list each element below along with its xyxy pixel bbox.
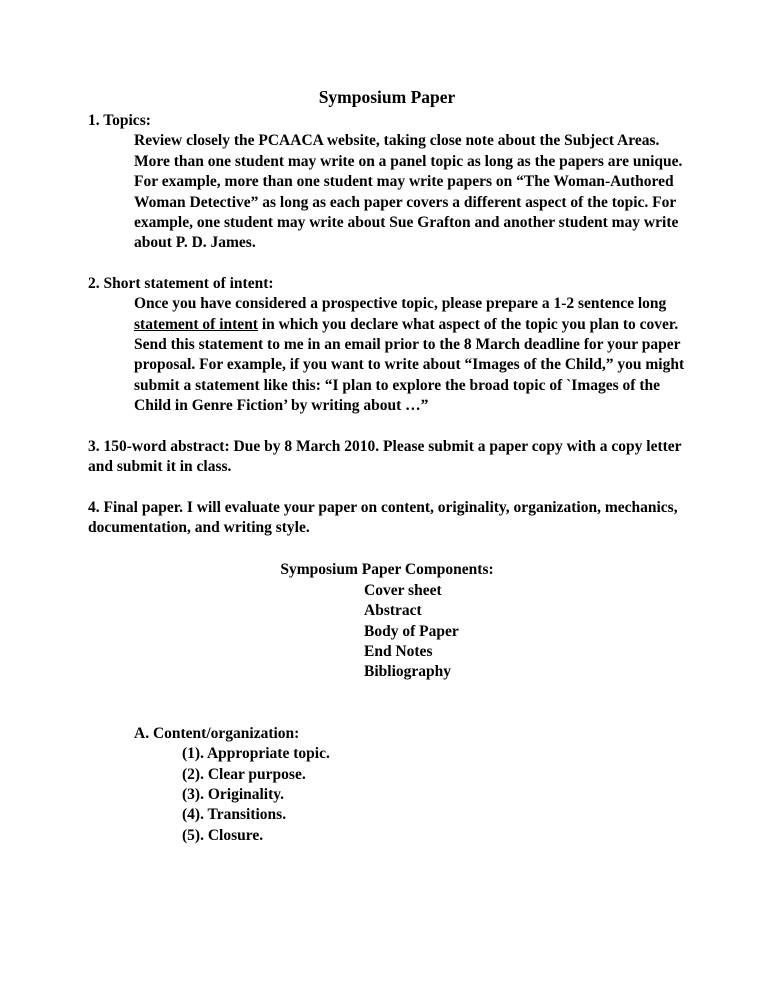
components-heading: Symposium Paper Components: (280, 561, 494, 579)
section1-paragraph-2: More than one student may write on a panel topic as long as the papers are unique. For example, more than one student may write papers on “The Woman-Authored Woman Detective” as long as each paper covers a different aspect of the topic. For example, one student may write about Sue Grafton and another student may write about P. D. James. (134, 152, 683, 252)
content-organization-list (182, 744, 686, 846)
org-item-closure: (5). Closure. (182, 826, 264, 844)
components-list (364, 581, 686, 683)
document-title: Symposium Paper (318, 87, 456, 107)
content-organization-section (134, 724, 686, 846)
component-item-body-of-paper: Body of Paper (364, 622, 459, 640)
component-item-end-notes: End Notes (364, 642, 433, 660)
component-item-bibliography: Bibliography (364, 663, 451, 681)
content-organization-heading: A. Content/organization: (134, 724, 300, 742)
org-item-appropriate-topic: (1). Appropriate topic. (182, 745, 330, 763)
section2-paragraph (134, 294, 686, 416)
section3-paragraph: 3. 150-word abstract: Due by 8 March 2010. Please submit a paper copy with a copy letter and submit it in class. (88, 437, 682, 476)
section1-paragraph-1: Review closely the PCAACA website, taking close note about the Subject Areas. (134, 132, 660, 150)
section2-heading: 2. Short statement of intent: (88, 274, 274, 292)
component-item-abstract: Abstract (364, 602, 422, 620)
section2-text-before: Once you have considered a prospective topic, please prepare a 1-2 sentence long (134, 295, 667, 313)
org-item-transitions: (4). Transitions. (182, 806, 287, 824)
section1-body (134, 131, 686, 253)
component-item-cover-sheet: Cover sheet (364, 581, 442, 599)
section2-body (134, 294, 686, 416)
section1-heading: 1. Topics: (88, 112, 151, 129)
statement-of-intent-underline: statement of intent (134, 315, 258, 333)
section2-text-after: in which you declare what aspect of the topic you plan to cover. Send this statement to me in an email prior to the 8 March deadline for your paper proposal. For example, if you want to write about “Images of the Child,” you might submit a statement like this: “I plan to explore the broad topic of `Images of the Child in Genre Fiction’ by writing about …” (134, 315, 685, 415)
org-item-originality: (3). Originality. (182, 785, 285, 803)
org-item-clear-purpose: (2). Clear purpose. (182, 765, 306, 783)
section4-paragraph: 4. Final paper. I will evaluate your paper on content, originality, organization, mechanics, documentation, and writing style. (88, 498, 678, 536)
